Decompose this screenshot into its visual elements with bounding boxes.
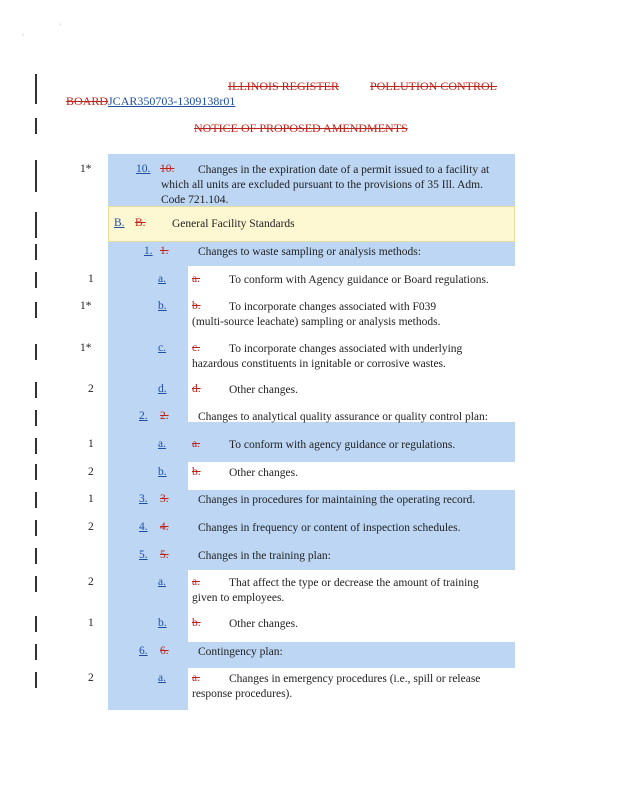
old-item-number: 3.	[160, 493, 169, 505]
register-title: ILLINOIS REGISTER	[228, 79, 339, 93]
jcar-line	[66, 94, 235, 109]
item-text: Other changes.	[229, 618, 298, 630]
old-item-number: 4.	[160, 521, 169, 533]
scan-mark: '	[60, 22, 62, 31]
item-text: That affect the type or decrease the amount of training given to employees.	[192, 577, 479, 604]
revision-bar	[35, 302, 37, 318]
new-item-number: a.	[158, 273, 166, 285]
highlight-block	[108, 462, 188, 490]
old-item-number: a.	[192, 438, 200, 450]
new-item-number: 2.	[139, 410, 148, 422]
new-item-number: a.	[158, 438, 166, 450]
revision-bar	[35, 672, 37, 688]
old-item-number: d.	[192, 383, 201, 395]
item-text: To incorporate changes associated with underlying hazardous constituents in ignitable or corrosive wastes.	[192, 343, 463, 370]
class-number: 1*	[80, 300, 92, 312]
highlight-block	[108, 668, 188, 710]
item-text: To conform with Agency guidance or Board regulations.	[229, 274, 489, 286]
old-item-number: b.	[192, 617, 201, 629]
new-item-number: d.	[158, 383, 167, 395]
revision-bar	[35, 492, 37, 508]
revision-bar	[35, 244, 37, 260]
new-item-number: 5.	[139, 549, 148, 561]
revision-bar	[35, 520, 37, 536]
item-text: Changes to waste sampling or analysis methods:	[198, 246, 421, 258]
old-item-number: 6.	[160, 645, 169, 657]
new-section-letter: B.	[114, 217, 125, 229]
old-item-number: c.	[192, 342, 200, 354]
revision-bar	[35, 410, 37, 426]
new-item-number: b.	[158, 300, 167, 312]
new-item-number: 10.	[136, 163, 151, 175]
revision-bar	[35, 212, 37, 238]
revision-bar	[35, 272, 37, 288]
new-item-number: a.	[158, 672, 166, 684]
new-item-number: 3.	[139, 493, 148, 505]
item-text: Changes in the expiration date of a permit issued to a facility at which all units are excluded pursuant to the provisions of 35 Ill. Adm. Code 721.104.	[161, 164, 490, 206]
item-text: Changes in emergency procedures (i.e., spill or release response procedures).	[192, 673, 481, 700]
old-item-number: b.	[192, 300, 201, 312]
revision-bar	[35, 118, 37, 134]
item-text: Changes in procedures for maintaining the operating record.	[198, 494, 476, 506]
old-item-number: b.	[192, 466, 201, 478]
old-item-number: a.	[192, 672, 200, 684]
item-text: Contingency plan:	[198, 646, 283, 658]
revision-bar	[35, 616, 37, 632]
class-number: 2	[88, 576, 94, 588]
revision-bar	[35, 160, 37, 192]
old-item-number: 5.	[160, 549, 169, 561]
new-item-number: a.	[158, 576, 166, 588]
scan-mark: ,	[22, 28, 24, 37]
class-number: 1	[88, 493, 94, 505]
revision-bar	[35, 344, 37, 360]
item-text: Changes in the training plan:	[198, 550, 331, 562]
class-number: 2	[88, 521, 94, 533]
revision-bar	[35, 382, 37, 398]
class-number: 2	[88, 383, 94, 395]
item-text: Changes in frequency or content of inspection schedules.	[198, 522, 461, 534]
class-number: 1*	[80, 163, 92, 175]
new-item-number: b.	[158, 466, 167, 478]
notice-title	[194, 121, 408, 136]
old-item-number: a.	[192, 576, 200, 588]
revision-bar	[35, 644, 37, 660]
highlight-block	[108, 642, 515, 668]
old-item-number: 2.	[160, 410, 169, 422]
revision-bar	[35, 548, 37, 564]
highlight-block	[108, 570, 188, 642]
revision-bar	[35, 438, 37, 454]
section-title: General Facility Standards	[172, 218, 295, 230]
old-item-number: 10.	[160, 163, 175, 175]
highlight-block-yellow	[108, 206, 515, 242]
item-text: To conform with agency guidance or regulations.	[229, 439, 456, 451]
item-text: Other changes.	[229, 467, 298, 479]
jcar-number: JCAR350703-1309138r01	[108, 94, 236, 108]
class-number: 1	[88, 273, 94, 285]
notice-text: NOTICE OF PROPOSED AMENDMENTS	[194, 121, 408, 135]
board-word: BOARD	[66, 94, 109, 108]
new-item-number: b.	[158, 617, 167, 629]
revision-bar	[35, 74, 37, 104]
class-number: 1	[88, 438, 94, 450]
new-item-number: 4.	[139, 521, 148, 533]
revision-bar	[35, 576, 37, 592]
item-text: To incorporate changes associated with F039 (multi-source leachate) sampling or analysis methods.	[192, 301, 441, 328]
new-item-number: 6.	[139, 645, 148, 657]
new-item-number: c.	[158, 342, 166, 354]
class-number: 1	[88, 617, 94, 629]
old-item-number: a.	[192, 273, 200, 285]
revision-bar	[35, 464, 37, 480]
class-number: 2	[88, 672, 94, 684]
highlight-block	[108, 266, 188, 422]
old-section-letter: B.	[135, 217, 146, 229]
item-text: Changes to analytical quality assurance or quality control plan:	[198, 411, 488, 423]
board-name: POLLUTION CONTROL	[370, 79, 497, 93]
class-number: 2	[88, 466, 94, 478]
class-number: 1*	[80, 342, 92, 354]
item-text: Other changes.	[229, 384, 298, 396]
new-item-number: 1.	[144, 245, 153, 257]
old-item-number: 1.	[160, 245, 169, 257]
